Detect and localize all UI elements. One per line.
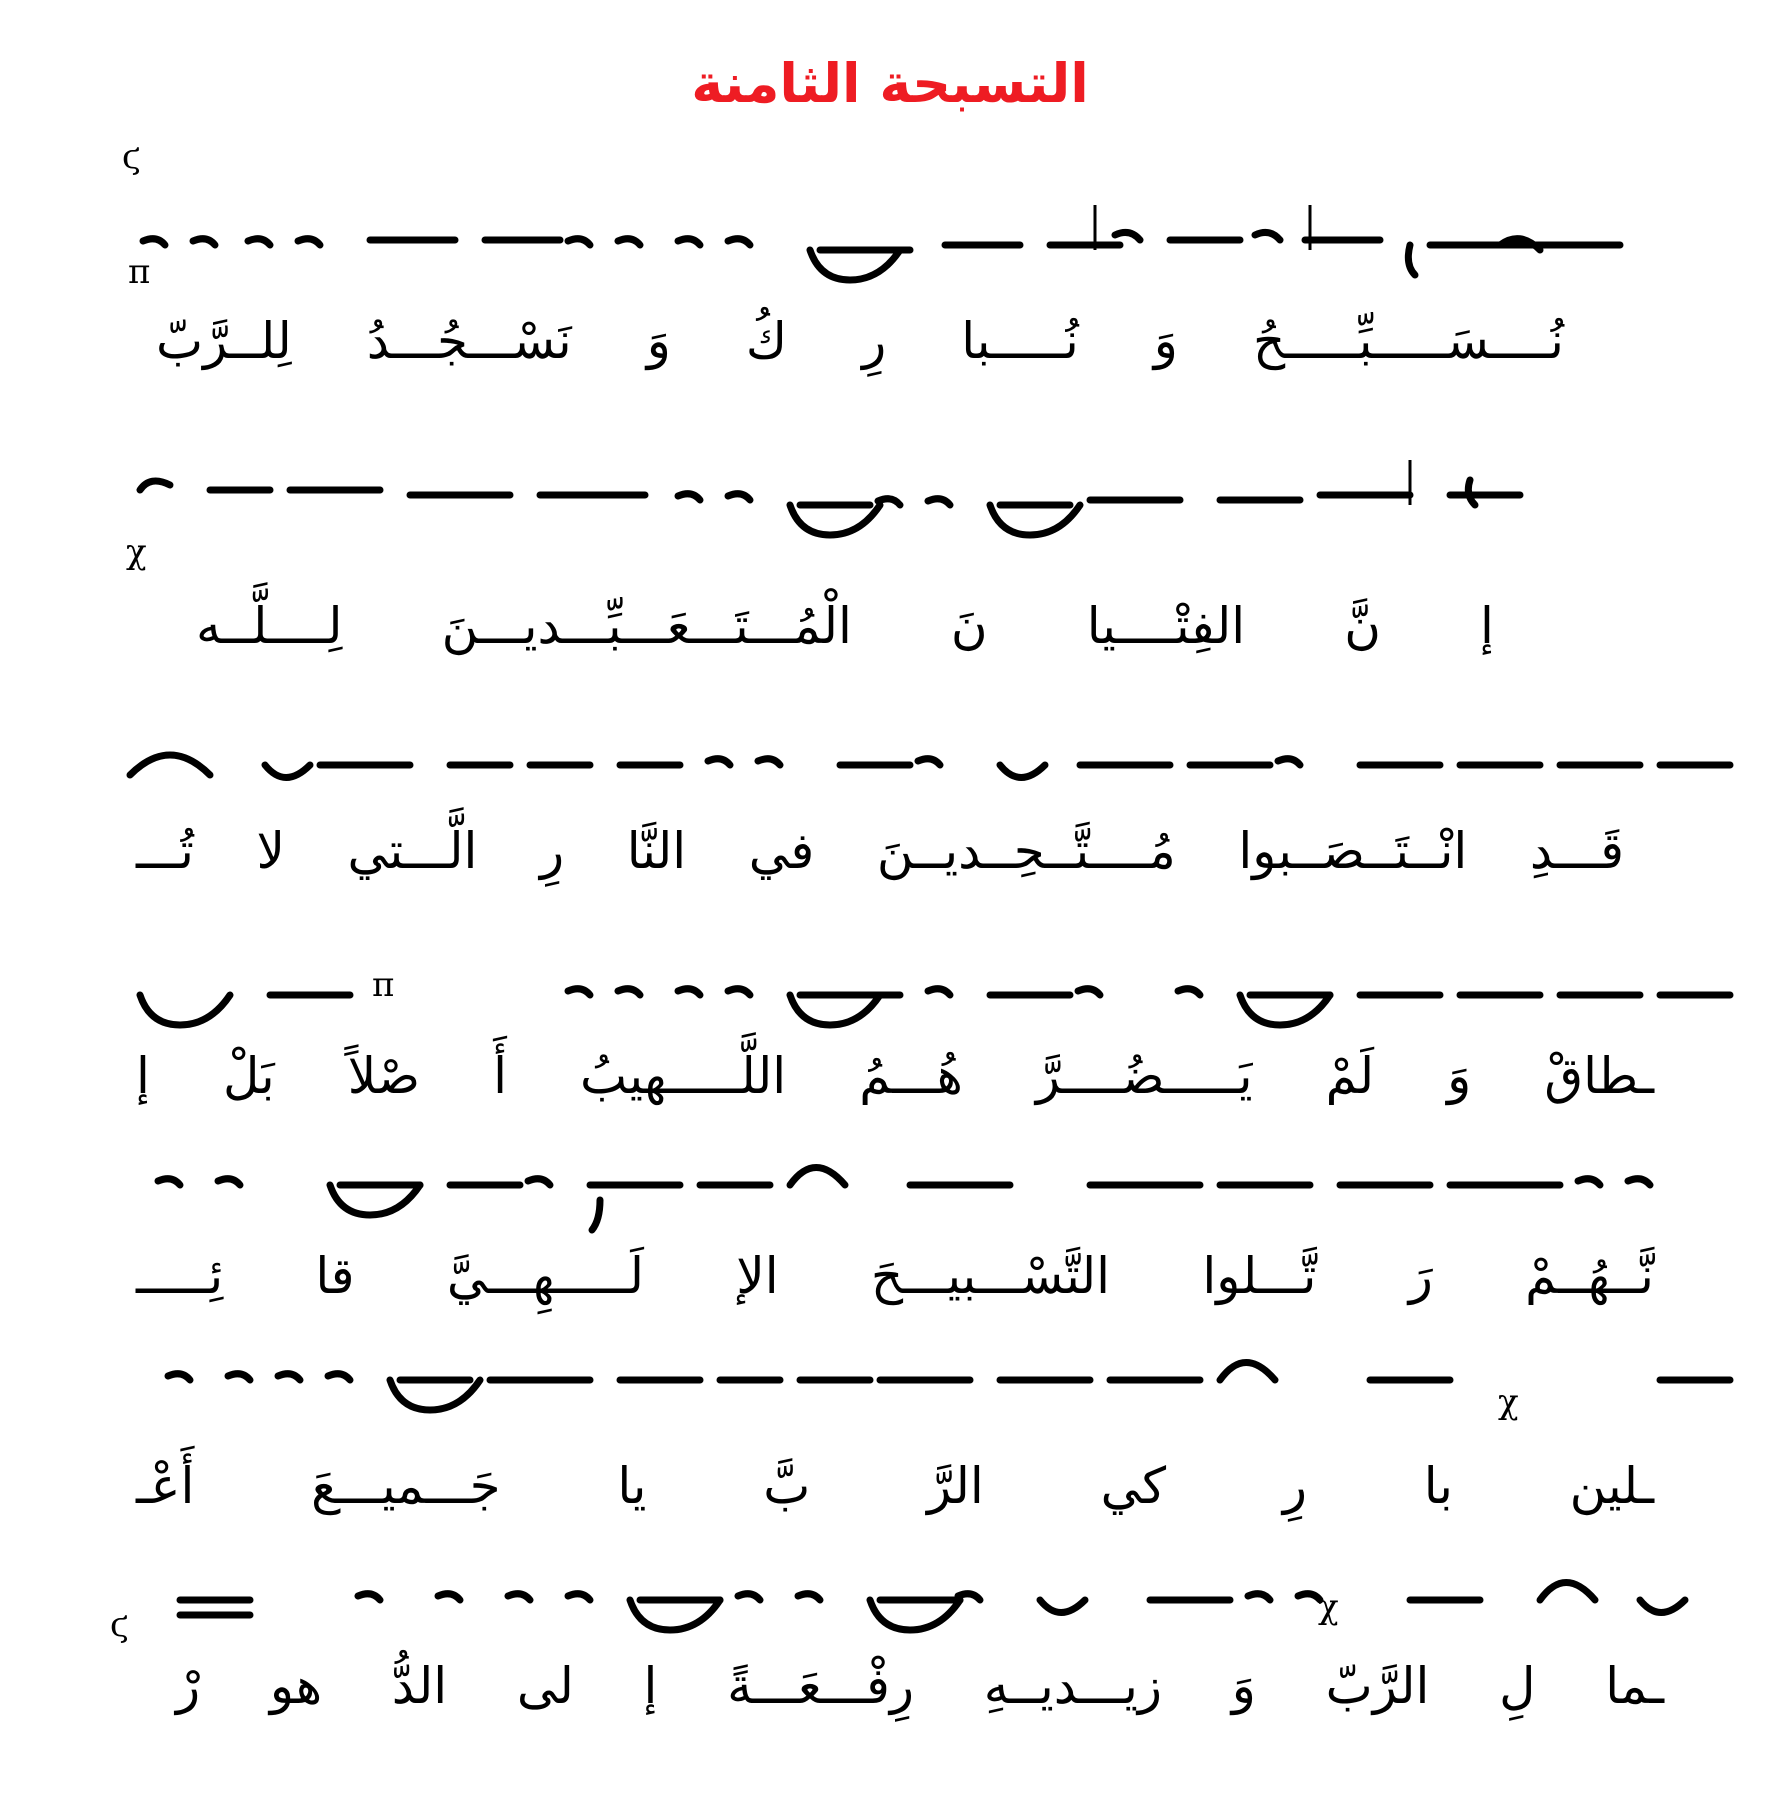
lyric-word: هُـــمُ [859,1047,963,1105]
lyric-word: هو [269,1657,323,1715]
tone-chi-icon: χ [1498,1382,1519,1422]
neume-row-2 [120,455,1760,550]
lyric-word: لِــــلَّــه [196,597,343,655]
lyric-word: لا [256,822,285,880]
lyric-word: مُــــتَّــحِــديــنَ [876,822,1176,880]
lyric-line-1 [150,305,1570,377]
lyric-word: رِ [539,822,565,880]
lyric-word: با [1423,1457,1453,1515]
lyric-word: ئِـــــ [136,1247,224,1305]
lyric-word: إ [136,1047,150,1105]
lyric-word: رِ [862,312,887,370]
lyric-word: كُ [745,312,788,370]
lyric-line-6 [130,1450,1660,1522]
lyric-word: أَ [493,1047,507,1105]
lyric-word: إ [1480,597,1494,655]
mode-sign-icon: ϛ [110,1605,130,1645]
lyric-word: قَـــدِ [1529,822,1624,880]
lyric-word: لِلــرَّبّ [156,312,292,370]
lyric-line-5 [130,1240,1660,1312]
lyric-word: وَ [646,312,671,370]
lyric-word: إ [643,1657,658,1715]
lyric-word: الْمُـــتَـــعَـــبِّـــديـــنَ [441,597,852,655]
lyric-word: اللَّـــــهيبُ [580,1047,787,1105]
lyric-word: لَمْ [1325,1047,1375,1105]
lyric-word: يا [617,1457,647,1515]
tone-pi-icon: π [372,965,395,1005]
neume-row-1 [120,190,1760,285]
lyric-word: الدُّ [391,1657,448,1715]
lyric-word: نُــــسَـــــبِّـــــحُ [1252,312,1564,370]
lyric-word: رِ [1282,1457,1307,1515]
lyric-line-2 [190,590,1500,662]
lyric-word: في [748,822,815,880]
lyric-word: رِفْـــعَـــةً [727,1657,915,1715]
lyric-word: الرَّ [927,1457,984,1515]
lyric-word: نَّ [1344,597,1381,655]
mode-sign-icon: ϛ [122,137,142,177]
lyric-word: رْ [176,1657,201,1715]
lyric-word: قا [315,1247,355,1305]
lyric-line-7 [170,1650,1670,1722]
lyric-word: تُـــ [136,822,194,880]
lyric-word: نَسْـــجُـــدُ [366,312,572,370]
lyric-word: لِ [1499,1657,1536,1715]
lyric-word: لَـــــهِـــيَّ [446,1247,644,1305]
lyric-word: جَـــميـــعَ [311,1457,501,1515]
lyric-word: نَّــهُــمْ [1525,1247,1654,1305]
lyric-word: رَ [1408,1247,1433,1305]
lyric-word: انْــتَــصَــبوا [1238,822,1468,880]
lyric-word: نَ [950,597,988,655]
lyric-word: ـلين [1569,1457,1655,1515]
lyric-word: الفِتْــــيا [1086,597,1246,655]
tone-chi-icon: χ [1318,1587,1339,1627]
lyric-word: الرَّبّ [1325,1657,1430,1715]
lyric-line-4 [130,1040,1660,1112]
neume-row-7 [120,1560,1760,1655]
page-title: التسبحة الثامنة [691,52,1089,115]
lyric-word: بَلْ [222,1047,275,1105]
lyric-word: وَ [1231,1657,1256,1715]
lyric-word: زيـــديــهِ [983,1657,1163,1715]
lyric-word: يَـــــضُــــرَّ [1035,1047,1253,1105]
lyric-word: الإ [736,1247,779,1305]
lyric-line-3 [130,815,1630,887]
lyric-word: ـطاقْ [1544,1047,1655,1105]
tone-pi-icon: π [128,252,151,292]
lyric-word: النَّا [626,822,687,880]
lyric-word: بَّ [763,1457,811,1515]
lyric-word: تَّـــلوا [1202,1247,1317,1305]
lyric-word: ـما [1605,1657,1664,1715]
lyric-word: صْلاً [347,1047,421,1105]
neume-row-4 [120,955,1760,1050]
tone-chi-icon: χ [126,532,147,572]
lyric-word: وَ [1153,312,1178,370]
lyric-word: وَ [1447,1047,1472,1105]
lyric-word: لى [516,1657,574,1715]
lyric-word: أَعْـ [136,1457,195,1515]
lyric-word: الَّـــتي [347,822,478,880]
neume-row-5 [120,1145,1760,1240]
lyric-word: كي [1100,1457,1167,1515]
lyric-word: نُـــــبا [961,312,1079,370]
lyric-word: التَّسْـــبيـــحَ [870,1247,1111,1305]
